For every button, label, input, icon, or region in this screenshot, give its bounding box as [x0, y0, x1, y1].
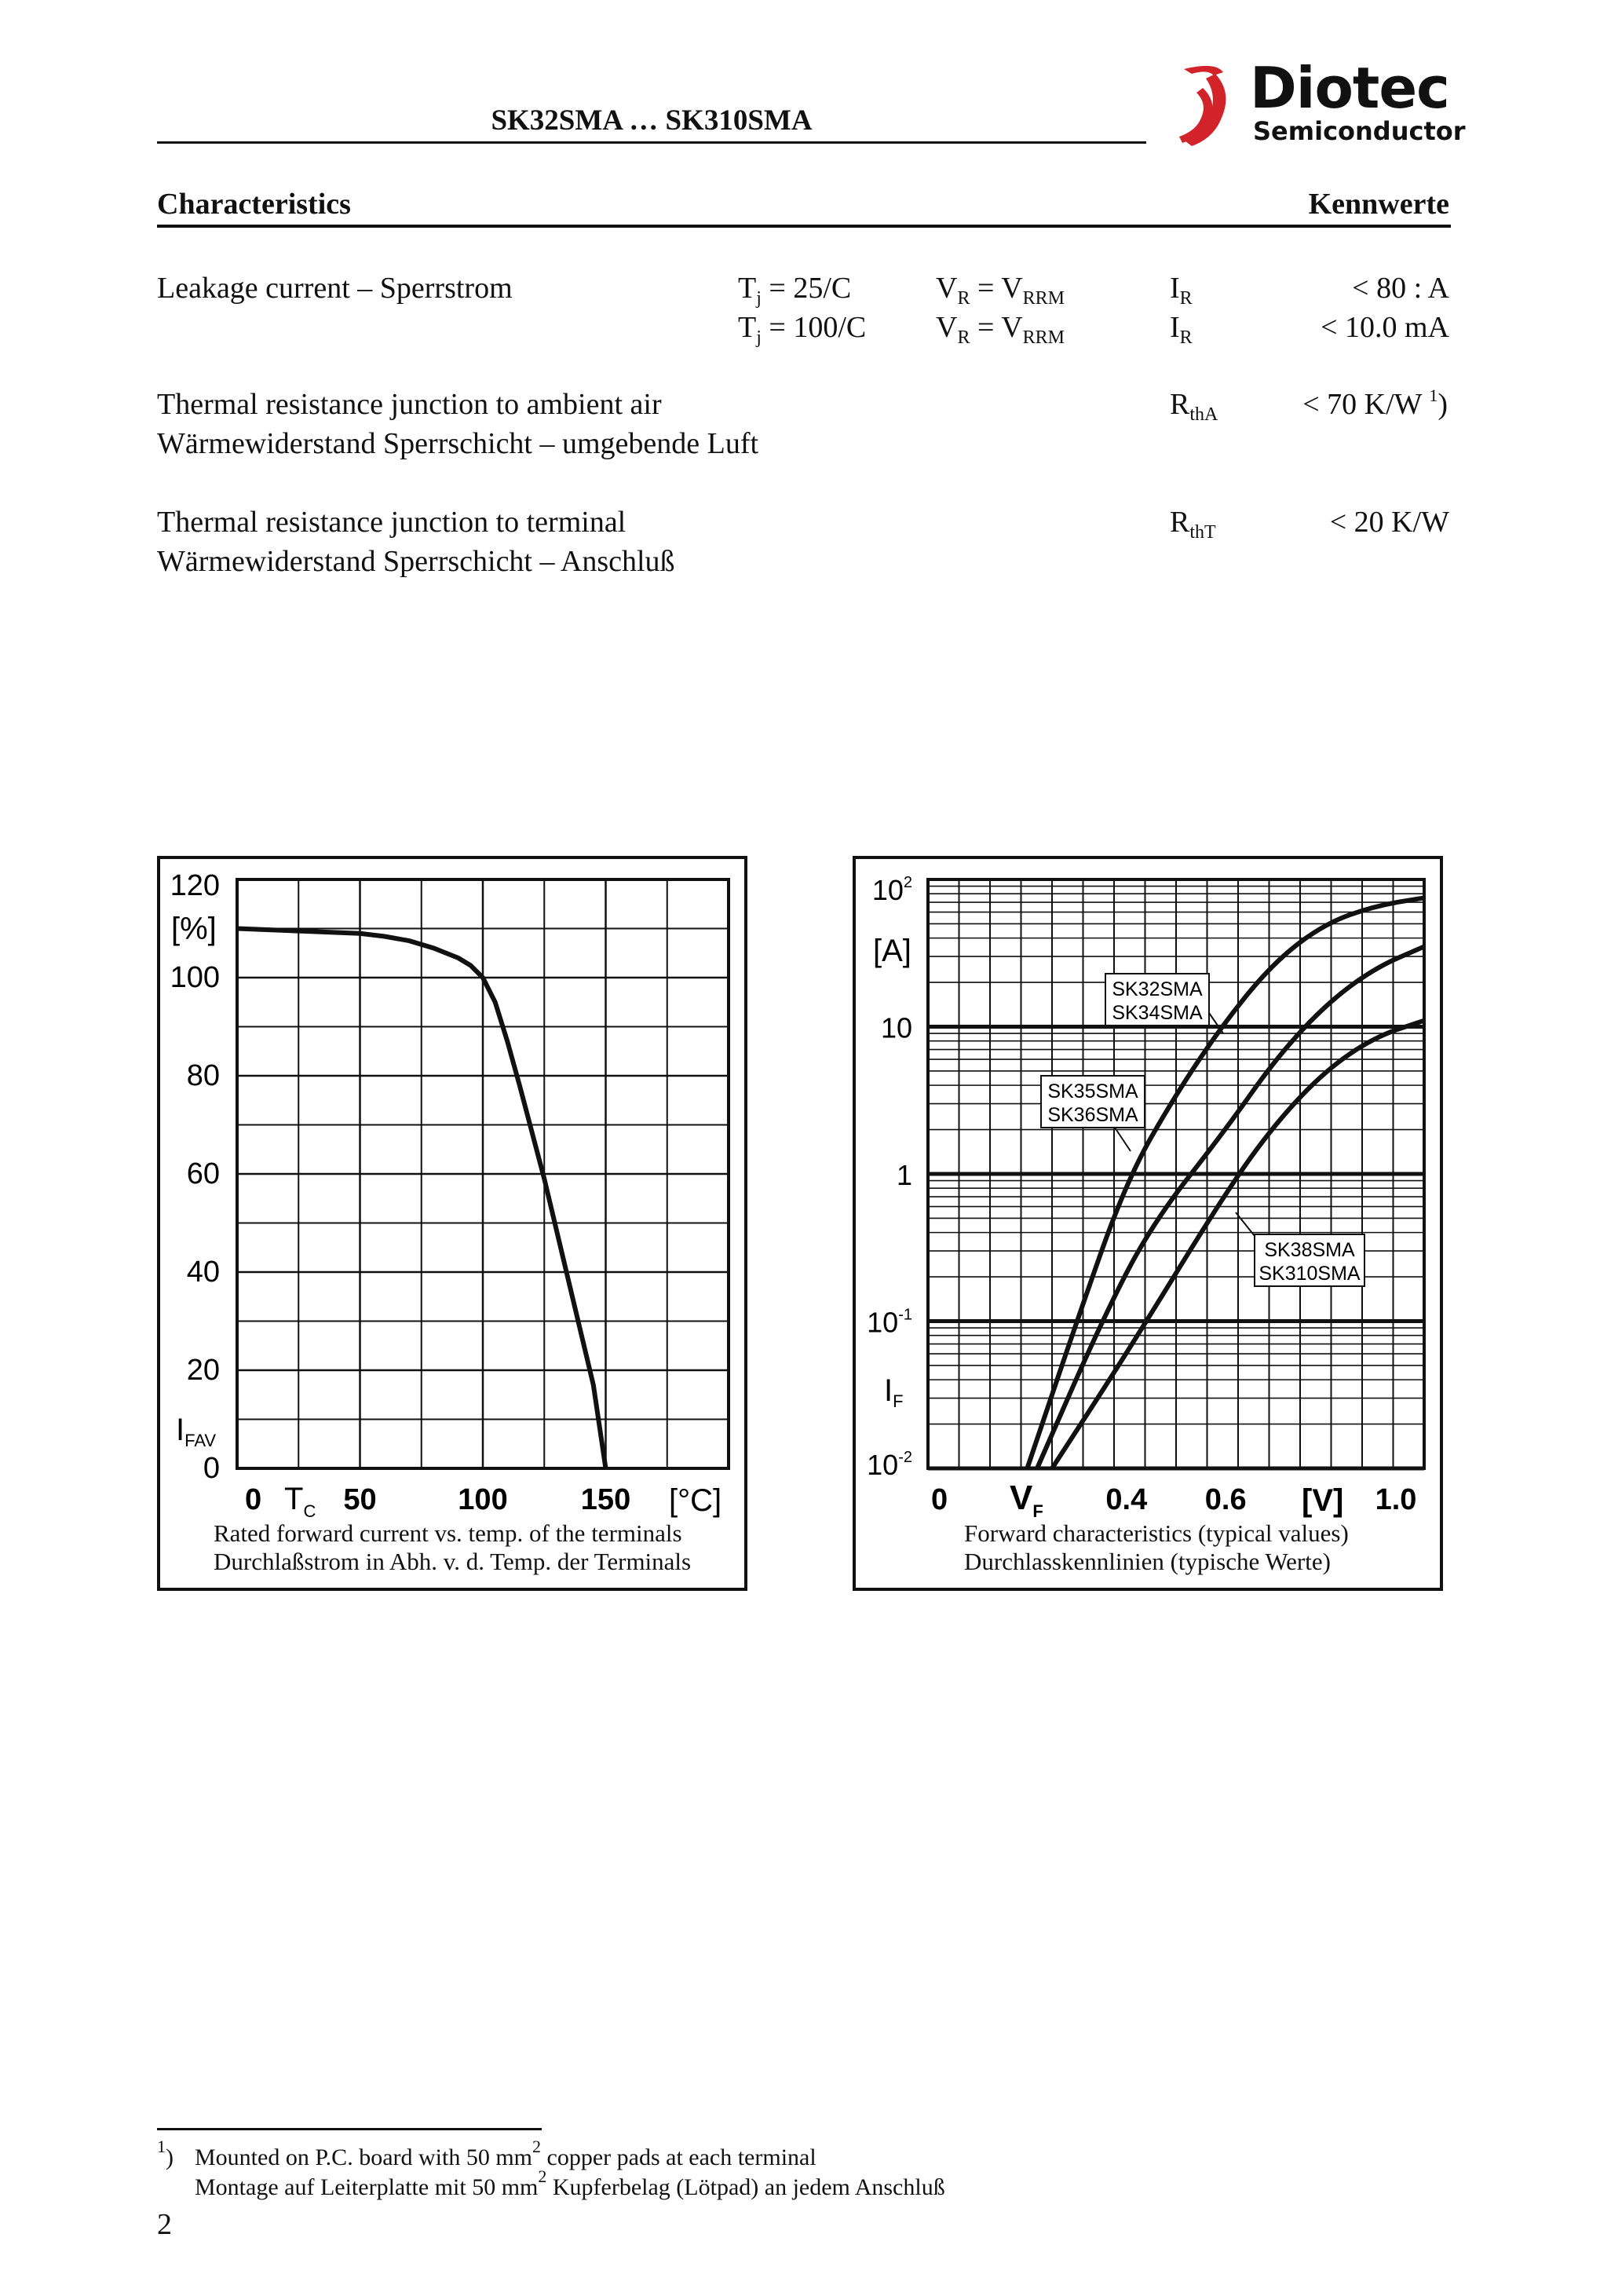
footnote-line-1: Mounted on P.C. board with 50 $mm^2$ copper pads at each terminal	[195, 2137, 816, 2170]
derating-y-tick-label: 120	[170, 869, 220, 902]
leakage-row-1-voltage: $V_R = V_{RRM}$	[936, 272, 1065, 309]
page-number: 2	[157, 2208, 172, 2241]
leakage-row-1-value: < 80 : A	[1352, 272, 1449, 305]
forward-annotation-leader	[1209, 1013, 1223, 1033]
leakage-label: Leakage current – Sperrstrom	[157, 272, 513, 305]
diotec-logo-mark-icon	[1168, 61, 1255, 152]
derating-x-symbol: $T_C$	[284, 1482, 316, 1521]
section-rule	[157, 225, 1451, 228]
derating-x-tick-label: 0	[245, 1483, 262, 1516]
forward-y-tick-label: 1	[896, 1159, 912, 1191]
thermal-ambient-line-2: Wärmewiderstand Sperrschicht – umgebende Luft	[157, 427, 759, 460]
thermal-terminal-symbol: $R_{thT}$	[1170, 506, 1216, 543]
forward-annotation-leader	[1115, 1128, 1131, 1151]
forward-y-tick-label: $10^2$	[871, 874, 912, 906]
section-heading-right: Kennwerte	[1308, 188, 1449, 221]
forward-annotation-label: SK35SMA	[1047, 1080, 1138, 1102]
footnote-line-2: Montage auf Leiterplatte mit 50 $mm^2$ Kupferbelag (Lötpad) an jedem Anschluß	[195, 2166, 945, 2200]
forward-annotation-label: SK310SMA	[1259, 1263, 1361, 1285]
forward-chart	[856, 859, 1440, 1588]
forward-x-tick-label: 0	[931, 1483, 948, 1516]
forward-y-tick-label: $10^{-2}$	[867, 1449, 912, 1481]
forward-y-tick-label: $10^{-1}$	[867, 1306, 912, 1339]
forward-x-unit: [V]	[1302, 1483, 1344, 1518]
derating-y-tick-label: 60	[186, 1157, 220, 1190]
derating-chart-frame	[157, 856, 747, 1591]
section-heading-left: Characteristics	[157, 188, 351, 221]
forward-x-tick-label: 0.4	[1105, 1483, 1148, 1516]
leakage-row-1-temp: $T_j = 25/C$	[738, 272, 852, 309]
leakage-row-2-symbol: $I_R$	[1170, 311, 1193, 348]
leakage-row-2-temp: $T_j = 100/C$	[738, 311, 867, 348]
forward-annotation-label: SK32SMA	[1112, 978, 1203, 1000]
leakage-row-1-symbol: $I_R$	[1170, 272, 1193, 309]
document-title: SK32SMA … SK310SMA	[491, 104, 813, 137]
derating-x-tick-label: 150	[580, 1483, 631, 1516]
derating-x-unit: [°C]	[669, 1483, 722, 1518]
forward-y-symbol: $I_F$	[884, 1373, 904, 1411]
thermal-ambient-symbol: $R_{thA}$	[1170, 388, 1218, 425]
leakage-row-2-voltage: $V_R = V_{RRM}$	[936, 311, 1065, 348]
logo-subtitle: Semiconductor	[1253, 116, 1466, 146]
forward-y-tick-label: 10	[880, 1011, 912, 1044]
derating-y-unit: [%]	[171, 912, 217, 946]
thermal-terminal-value: < 20 K/W	[1329, 506, 1449, 539]
forward-y-unit: [A]	[873, 934, 911, 968]
forward-caption-2: Durchlasskennlinien (typische Werte)	[964, 1548, 1331, 1575]
leakage-row-2-value: < 10.0 mA	[1321, 311, 1449, 344]
forward-x-symbol: $V_F$	[1010, 1479, 1043, 1521]
logo-name: Diotec	[1250, 55, 1449, 121]
forward-annotation-label: SK38SMA	[1264, 1239, 1355, 1261]
diotec-logo	[1168, 55, 1466, 152]
thermal-terminal-line-1: Thermal resistance junction to terminal	[157, 506, 627, 539]
thermal-terminal-line-2: Wärmewiderstand Sperrschicht – Anschluß	[157, 545, 675, 578]
derating-caption-1: Rated forward current vs. temp. of the terminals	[214, 1519, 682, 1547]
derating-y-symbol: $I_{FAV}$	[176, 1413, 217, 1450]
forward-annotation-label: SK36SMA	[1047, 1104, 1138, 1126]
derating-y-tick-label: 40	[186, 1256, 220, 1289]
footnote-mark: $^1$)	[157, 2137, 174, 2170]
header-rule	[157, 141, 1146, 144]
forward-x-tick-label: 0.6	[1204, 1483, 1247, 1516]
forward-curve-1	[1027, 898, 1424, 1468]
derating-x-tick-label: 100	[458, 1483, 508, 1516]
derating-y-tick-label: 20	[186, 1354, 220, 1387]
forward-annotation-label: SK34SMA	[1112, 1002, 1203, 1024]
derating-y-tick-label: 100	[170, 961, 220, 994]
footnote-rule	[157, 2128, 542, 2130]
forward-chart-frame	[853, 856, 1443, 1591]
thermal-ambient-value: < 70 K/W $^1$)	[1302, 386, 1448, 421]
forward-caption-1: Forward characteristics (typical values)	[964, 1519, 1349, 1547]
derating-x-tick-label: 50	[343, 1483, 377, 1516]
derating-caption-2: Durchlaßstrom in Abh. v. d. Temp. der Terminals	[214, 1548, 692, 1575]
derating-y-tick-label: 80	[186, 1059, 220, 1092]
forward-x-tick-label: 1.0	[1375, 1483, 1417, 1516]
derating-chart	[160, 859, 744, 1588]
thermal-ambient-line-1: Thermal resistance junction to ambient air	[157, 388, 662, 421]
derating-y-tick-label: 0	[203, 1452, 220, 1485]
